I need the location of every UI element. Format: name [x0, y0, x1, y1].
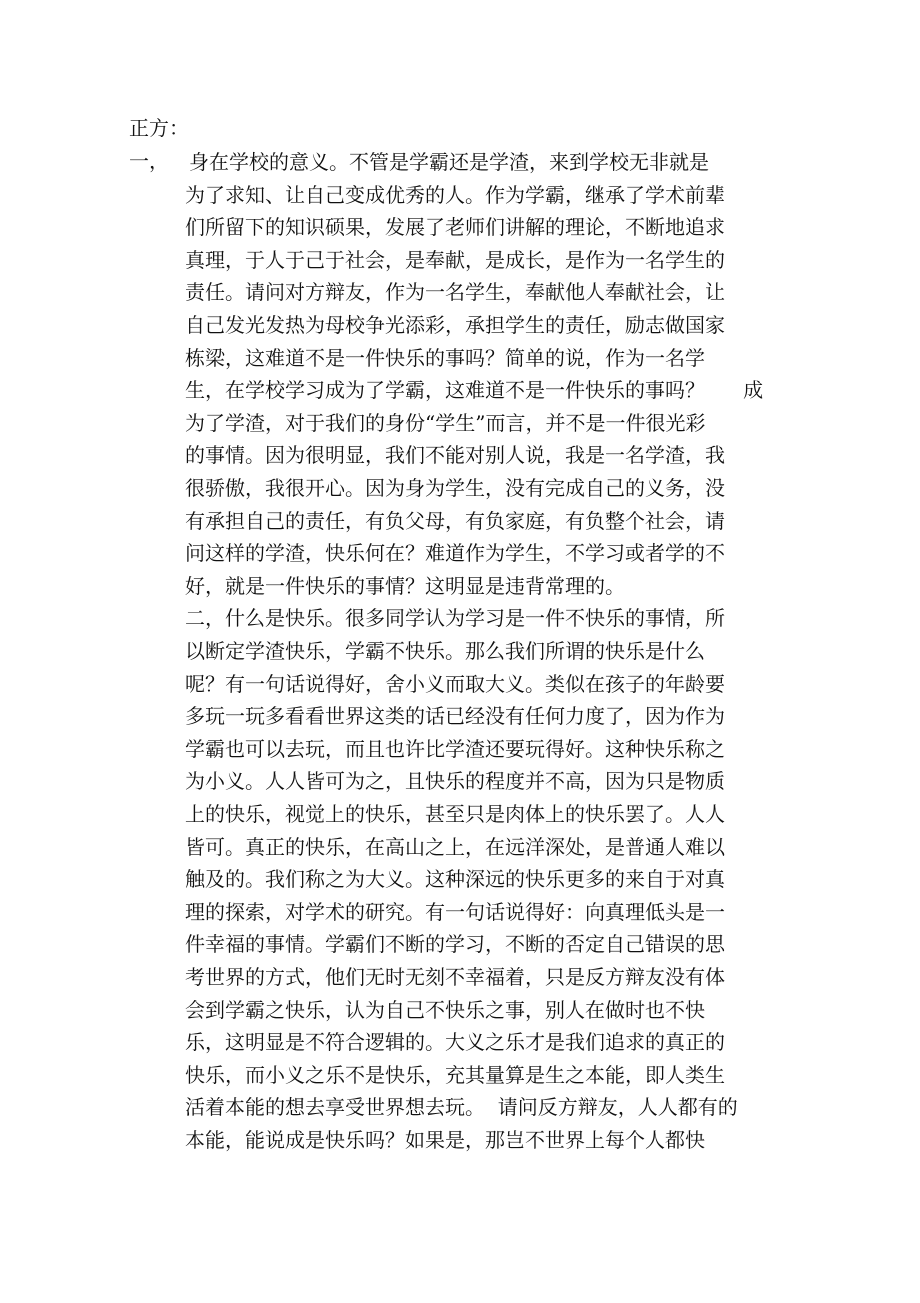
text-line: 为小义。人人皆可为之，且快乐的程度并不高，因为只是物质: [185, 769, 725, 794]
text-line: 好，就是一件快乐的事情？这明显是违背常理的。: [185, 573, 625, 598]
text-line: 呢？有一句话说得好，舍小义而取大义。类似在孩子的年龄要: [185, 671, 725, 696]
text-line: 自己发光发热为母校争光添彩，承担学生的责任，励志做国家: [185, 313, 725, 337]
section-heading: 正方：: [129, 116, 189, 140]
text-line: 有承担自己的责任，有负父母，有负家庭，有负整个社会，请: [185, 508, 725, 533]
text-line: 件幸福的事情。学霸们不断的学习，不断的否定自己错误的思: [185, 932, 725, 957]
text-line: 生，在学校学习成为了学霸，这难道不是一件快乐的事吗？ 成: [185, 378, 764, 403]
text-line: 本能，能说成是快乐吗？如果是，那岂不世界上每个人都快: [185, 1128, 705, 1152]
text-line: 为了求知、让自己变成优秀的人。作为学霸，继承了学术前辈: [185, 182, 725, 207]
text-line: 皆可。真正的快乐，在高山之上，在远洋深处，是普通人难以: [185, 834, 725, 859]
text-line: 很骄傲，我很开心。因为身为学生，没有完成自己的义务，没: [185, 476, 725, 500]
text-line: 乐，这明显是不符合逻辑的。大义之乐才是我们追求的真正的: [185, 1030, 725, 1055]
text-line: 的事情。因为很明显，我们不能对别人说，我是一名学渣，我: [185, 443, 725, 468]
text-line: 为了学渣，对于我们的身份“学生”而言，并不是一件很光彩: [185, 410, 706, 435]
text-line: 理的探索，对学术的研究。有一句话说得好：向真理低头是一: [185, 899, 725, 924]
text-line: 以断定学渣快乐，学霸不快乐。那么我们所谓的快乐是什么: [185, 639, 705, 663]
text-line: 会到学霸之快乐，认为自己不快乐之事，别人在做时也不快: [185, 997, 705, 1022]
text-line: 责任。请问对方辩友，作为一名学生，奉献他人奉献社会，让: [185, 280, 725, 305]
text-line: 快乐，而小义之乐不是快乐，充其量算是生之本能，即人类生: [185, 1062, 725, 1087]
text-line: 问这样的学渣，快乐何在？难道作为学生，不学习或者学的不: [185, 541, 725, 566]
text-line: 考世界的方式，他们无时无刻不幸福着，只是反方辩友没有体: [185, 965, 725, 989]
text-line: 多玩一玩多看看世界这类的话已经没有任何力度了，因为作为: [185, 704, 725, 729]
text-line: 身在学校的意义。不管是学霸还是学渣，来到学校无非就是: [189, 150, 709, 174]
text-line: 上的快乐，视觉上的快乐，甚至只是肉体上的快乐罢了。人人: [185, 802, 725, 826]
text-line: 真理，于人于己于社会，是奉献，是成长，是作为一名学生的: [185, 247, 725, 272]
text-line: 活着本能的想去享受世界想去玩。 请问反方辩友，人人都有的: [185, 1095, 738, 1120]
text-line: 栋梁，这难道不是一件快乐的事吗？简单的说，作为一名学: [185, 345, 705, 370]
text-line: 学霸也可以去玩，而且也许比学渣还要玩得好。这种快乐称之: [185, 736, 725, 761]
item-marker: 一，: [129, 149, 169, 173]
text-line: 二，什么是快乐。很多同学认为学习是一件不快乐的事情，所: [185, 606, 725, 631]
text-line: 们所留下的知识硕果，发展了老师们讲解的理论，不断地追求: [185, 215, 725, 240]
text-line: 触及的。我们称之为大义。这种深远的快乐更多的来自于对真: [185, 867, 725, 892]
